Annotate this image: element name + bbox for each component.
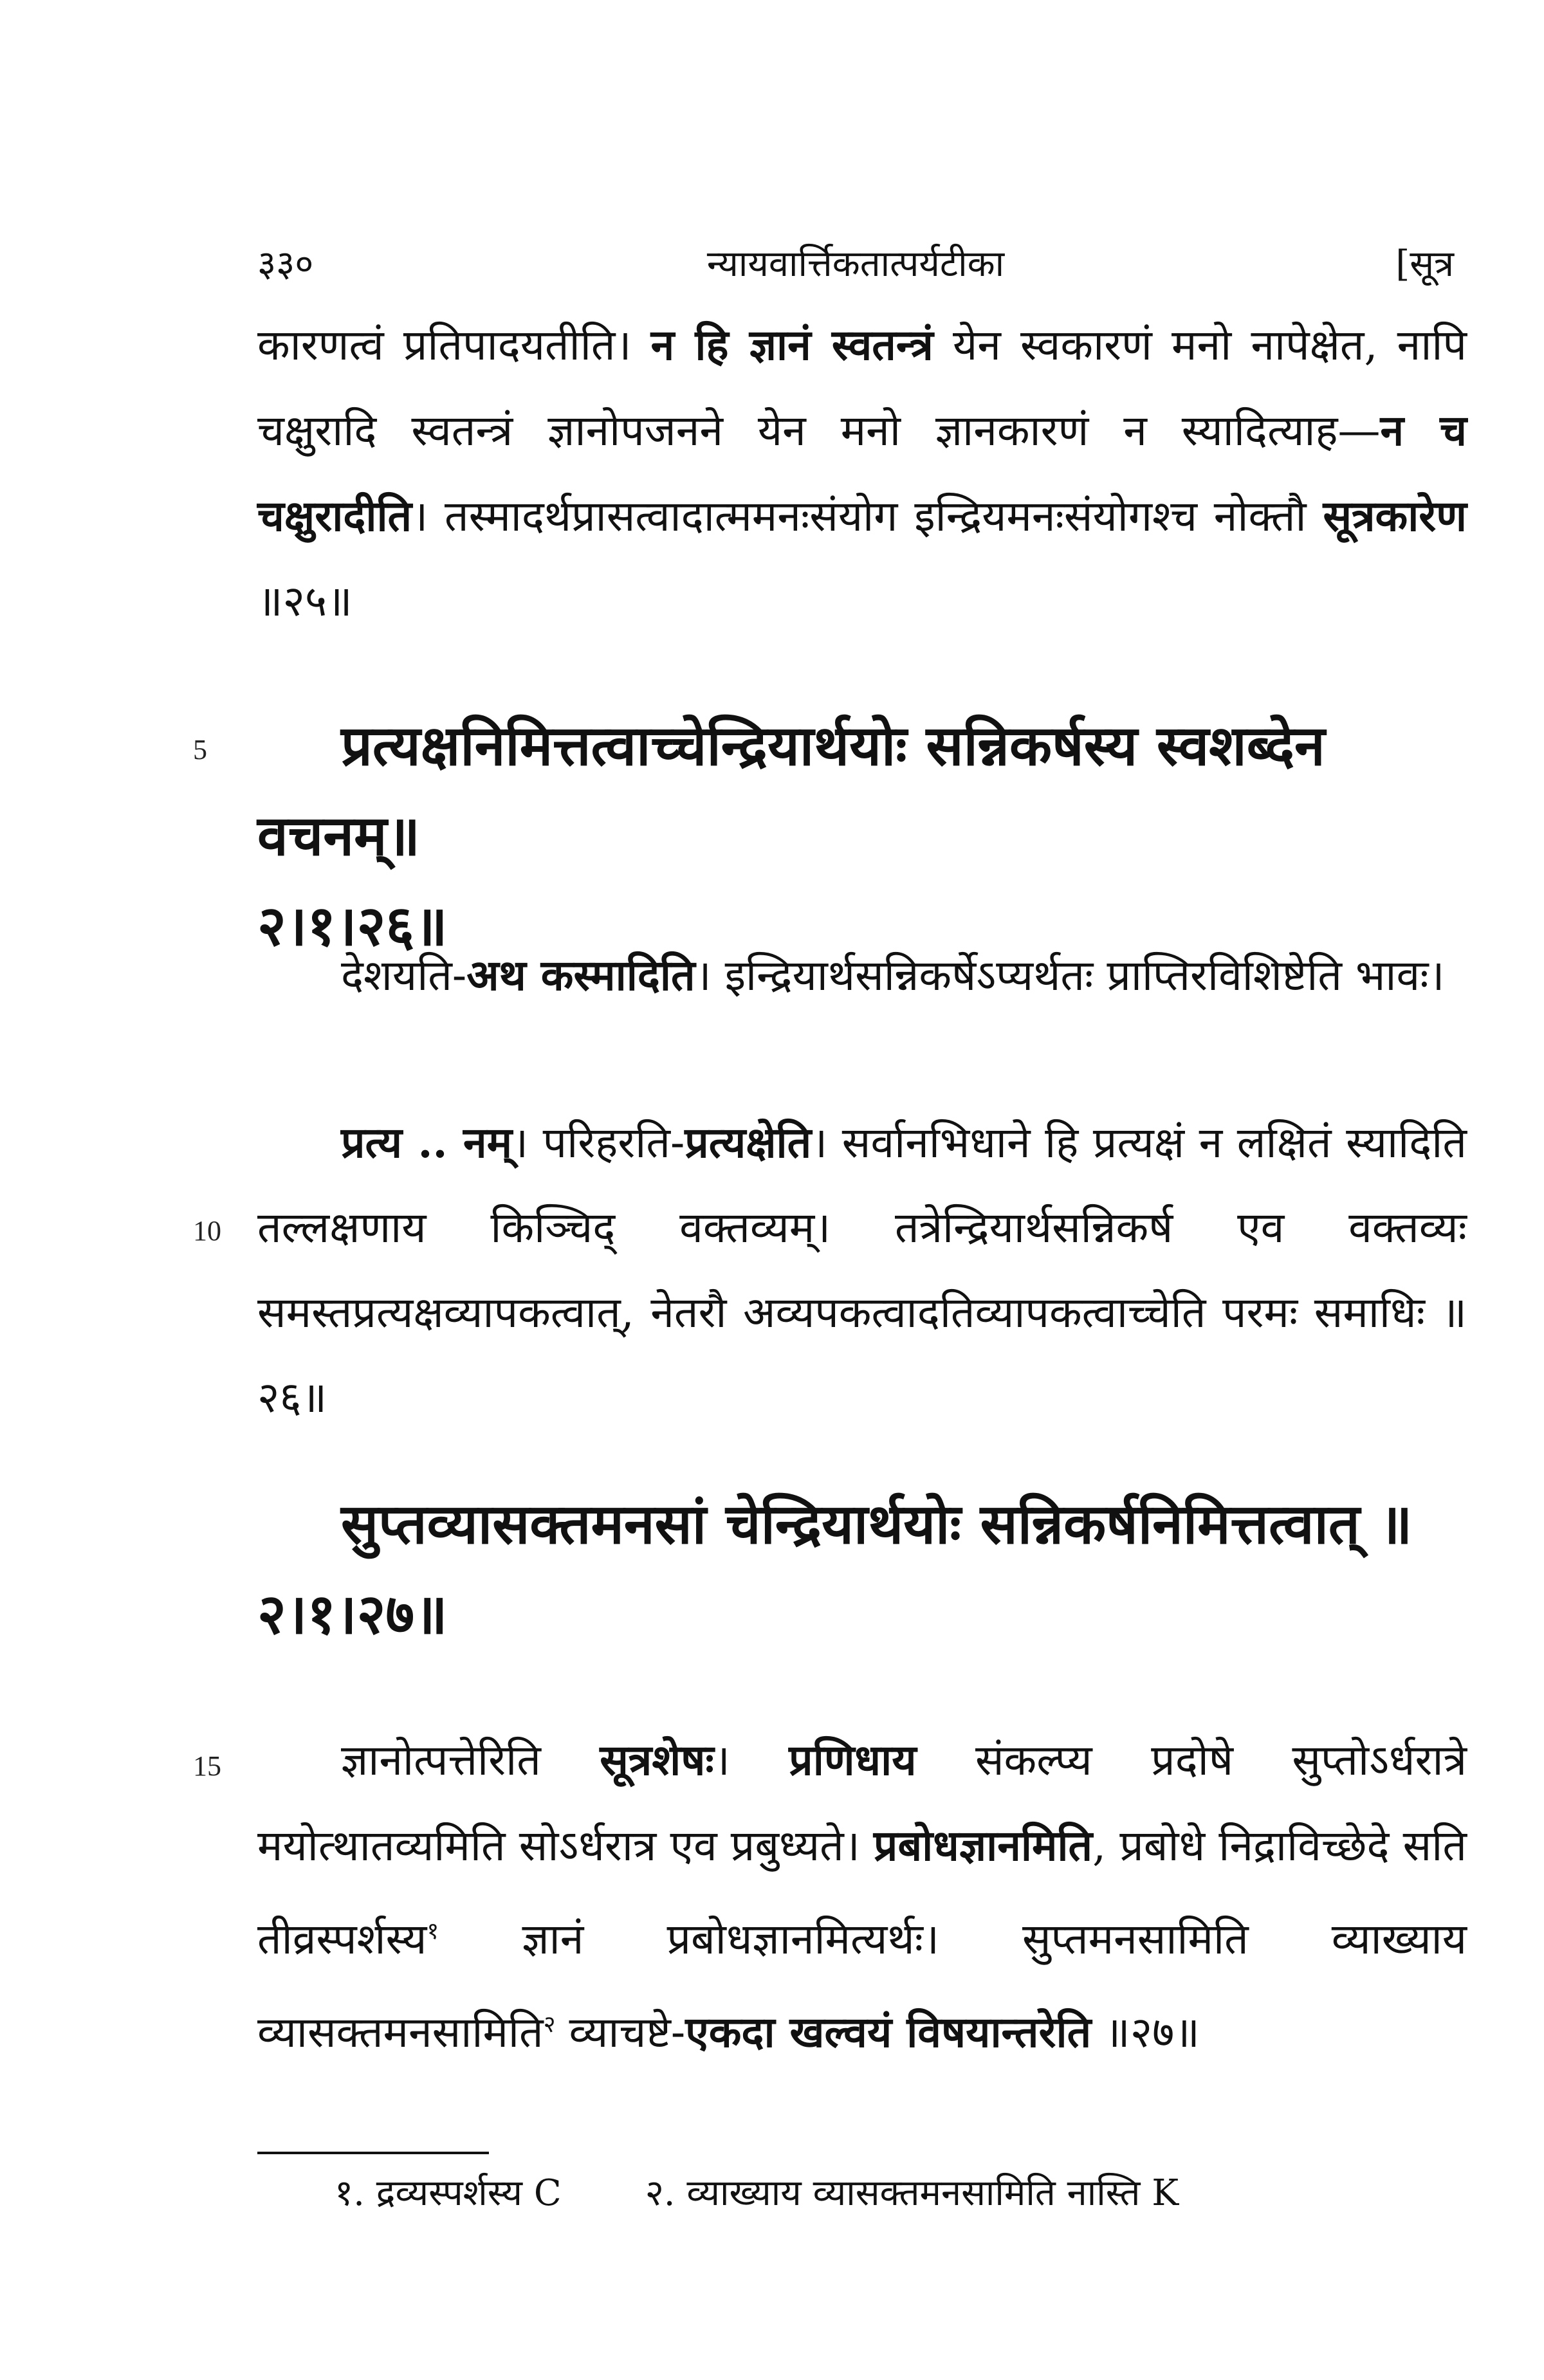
lemma: सूत्रशेषः [600,1735,714,1785]
section-label: [सूत्र [1395,243,1454,285]
commentary-paragraph-1: कारणत्वं प्रतिपादयतीति। न हि ज्ञानं स्वतन्त्रं येन स्वकारणं मनो नापेक्षेत, नापि चक्षुरादि स्वतन्त्रं ज्ञानोपजनने येन मनो ज्ञानकारणं न स्यादित्याह—न च चक्षुरादीति। तस्मादर्थप्रासत्वादात्ममनःसंयोग इन्द्रियमनःसंयोगश्च नोक्तौ सूत्रकारेण ॥२५॥ [257,320,1467,626]
page-number: ३३० [257,243,314,285]
lemma: न च चक्षुरादीति [257,405,1467,541]
lemma: एकदा खल्वयं विषयान्तरेति [685,2007,1092,2057]
sutra-26 [257,701,1467,971]
lemma: प्रणिधाय [789,1735,917,1785]
line-number-10: 10 [193,1215,221,1247]
footnotes [335,2168,1467,2219]
line-number-5: 5 [193,734,207,765]
lemma: प्रबोधज्ञानमिति [873,1820,1093,1871]
footnote-ref-2: २ [543,2010,556,2038]
sutra-text: प्रत्यक्षनिमित्तत्वाच्चेन्द्रियार्थयोः सन्निकर्षस्य स्वशब्देन वचनम्॥ [257,713,1325,868]
sutra-number: २।१।२६॥ [257,893,448,958]
commentary-paragraph-4: ज्ञानोत्पत्तेरिति सूत्रशेषः। प्रणिधाय संकल्प्य प्रदोषे सुप्तोऽर्धरात्रे मयोत्थातव्यमिति सोऽर्धरात्र एव प्रबुध्यते। प्रबोधज्ञानमिति, प्रबोधे निद्राविच्छेदे सति तीव्रस्पर्शस्य$^१$ ज्ञानं प्रबोधज्ञानमित्यर्थः। सुप्तमनसामिति व्याख्याय व्यासक्तमनसामिति$^२$ व्याचष्टे-एकदा खल्वयं विषयान्तरेति ॥२७॥ [257,1735,1467,2057]
lemma: सूत्रकारेण [1323,491,1467,541]
footnote-ref-1: १ [427,1917,439,1945]
running-title: न्यायवार्त्तिकतात्पर्यटीका [706,243,1005,285]
lemma: प्रत्य .. नम् [341,1117,513,1167]
commentary-paragraph-2: देशयति-अथ कस्मादिति। इन्द्रियार्थसन्निकर्षेऽप्यर्थतः प्राप्तिरविशिष्टेति भावः। [341,950,1445,1000]
line-number-15: 15 [193,1750,221,1782]
sutra-text: सुप्तव्यासक्तमनसां चेन्द्रियार्थयोः सन्निकर्षनिमित्तत्वात् ॥ [341,1492,1413,1557]
running-header [257,238,1454,289]
sutra-27 [257,1479,1467,1660]
lemma: न हि ज्ञानं स्वतन्त्रं [650,320,933,370]
footnote-1: १. द्रव्यस्पर्शस्य C [335,2172,562,2214]
sutra-number: २।१।२७॥ [257,1582,448,1647]
footnote-divider [257,2152,489,2154]
lemma: अथ कस्मादिति [466,950,695,1000]
lemma: प्रत्यक्षेति [685,1117,812,1167]
commentary-paragraph-3: प्रत्य .. नम्। परिहरति-प्रत्यक्षेति। सर्वानभिधाने हि प्रत्यक्षं न लक्षितं स्यादिति तल्लक्षणाय किञ्चिद् वक्तव्यम्। तत्रेन्द्रियार्थसन्निकर्ष एव वक्तव्यः समस्तप्रत्यक्षव्यापकत्वात्, नेतरौ अव्यपकत्वादतिव्यापकत्वाच्चेति परमः समाधिः ॥२६॥ [257,1117,1467,1422]
footnote-2: २. व्याख्याय व्यासक्तमनसामिति नास्ति K [645,2172,1179,2214]
